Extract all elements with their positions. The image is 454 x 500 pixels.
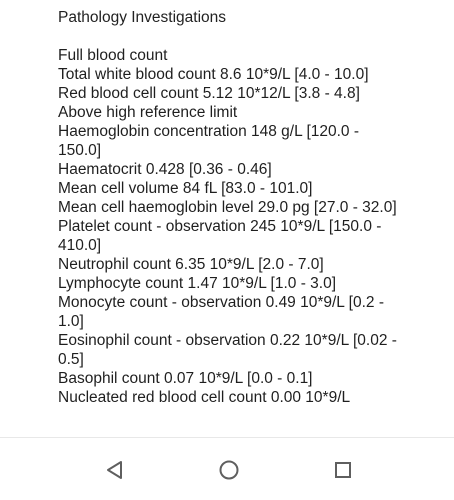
result-line: Mean cell volume 84 fL [83.0 - 101.0] xyxy=(58,180,313,197)
home-circle-icon xyxy=(218,459,240,481)
result-line: Eosinophil count - observation 0.22 10*9/L [0.02 - 0.5] xyxy=(58,332,397,368)
result-line: Nucleated red blood cell count 0.00 10*9/L xyxy=(58,389,351,406)
pathology-content xyxy=(58,8,403,407)
system-navigation-bar xyxy=(0,437,454,500)
result-line: Platelet count - observation 245 10*9/L [150.0 - 410.0] xyxy=(58,218,382,254)
page-title: Pathology Investigations xyxy=(58,9,227,26)
result-line: Haemoglobin concentration 148 g/L [120.0 - 150.0] xyxy=(58,123,360,159)
back-triangle-icon xyxy=(105,460,125,480)
back-button[interactable] xyxy=(103,458,127,482)
result-line: Lymphocyte count 1.47 10*9/L [1.0 - 3.0] xyxy=(58,275,337,292)
result-line: Haematocrit 0.428 [0.36 - 0.46] xyxy=(58,161,272,178)
result-line: Basophil count 0.07 10*9/L [0.0 - 0.1] xyxy=(58,370,313,387)
home-button[interactable] xyxy=(217,458,241,482)
recent-apps-square-icon xyxy=(333,460,353,480)
section-header: Full blood count xyxy=(58,47,168,64)
result-line: Monocyte count - observation 0.49 10*9/L [0.2 - 1.0] xyxy=(58,294,384,330)
result-line: Red blood cell count 5.12 10*12/L [3.8 - 4.8] xyxy=(58,85,360,102)
result-line: Above high reference limit xyxy=(58,104,238,121)
result-line: Mean cell haemoglobin level 29.0 pg [27.0 - 32.0] xyxy=(58,199,397,216)
result-line: Total white blood count 8.6 10*9/L [4.0 - 10.0] xyxy=(58,66,369,83)
results-list xyxy=(58,65,403,407)
recent-apps-button[interactable] xyxy=(331,458,355,482)
result-line: Neutrophil count 6.35 10*9/L [2.0 - 7.0] xyxy=(58,256,324,273)
